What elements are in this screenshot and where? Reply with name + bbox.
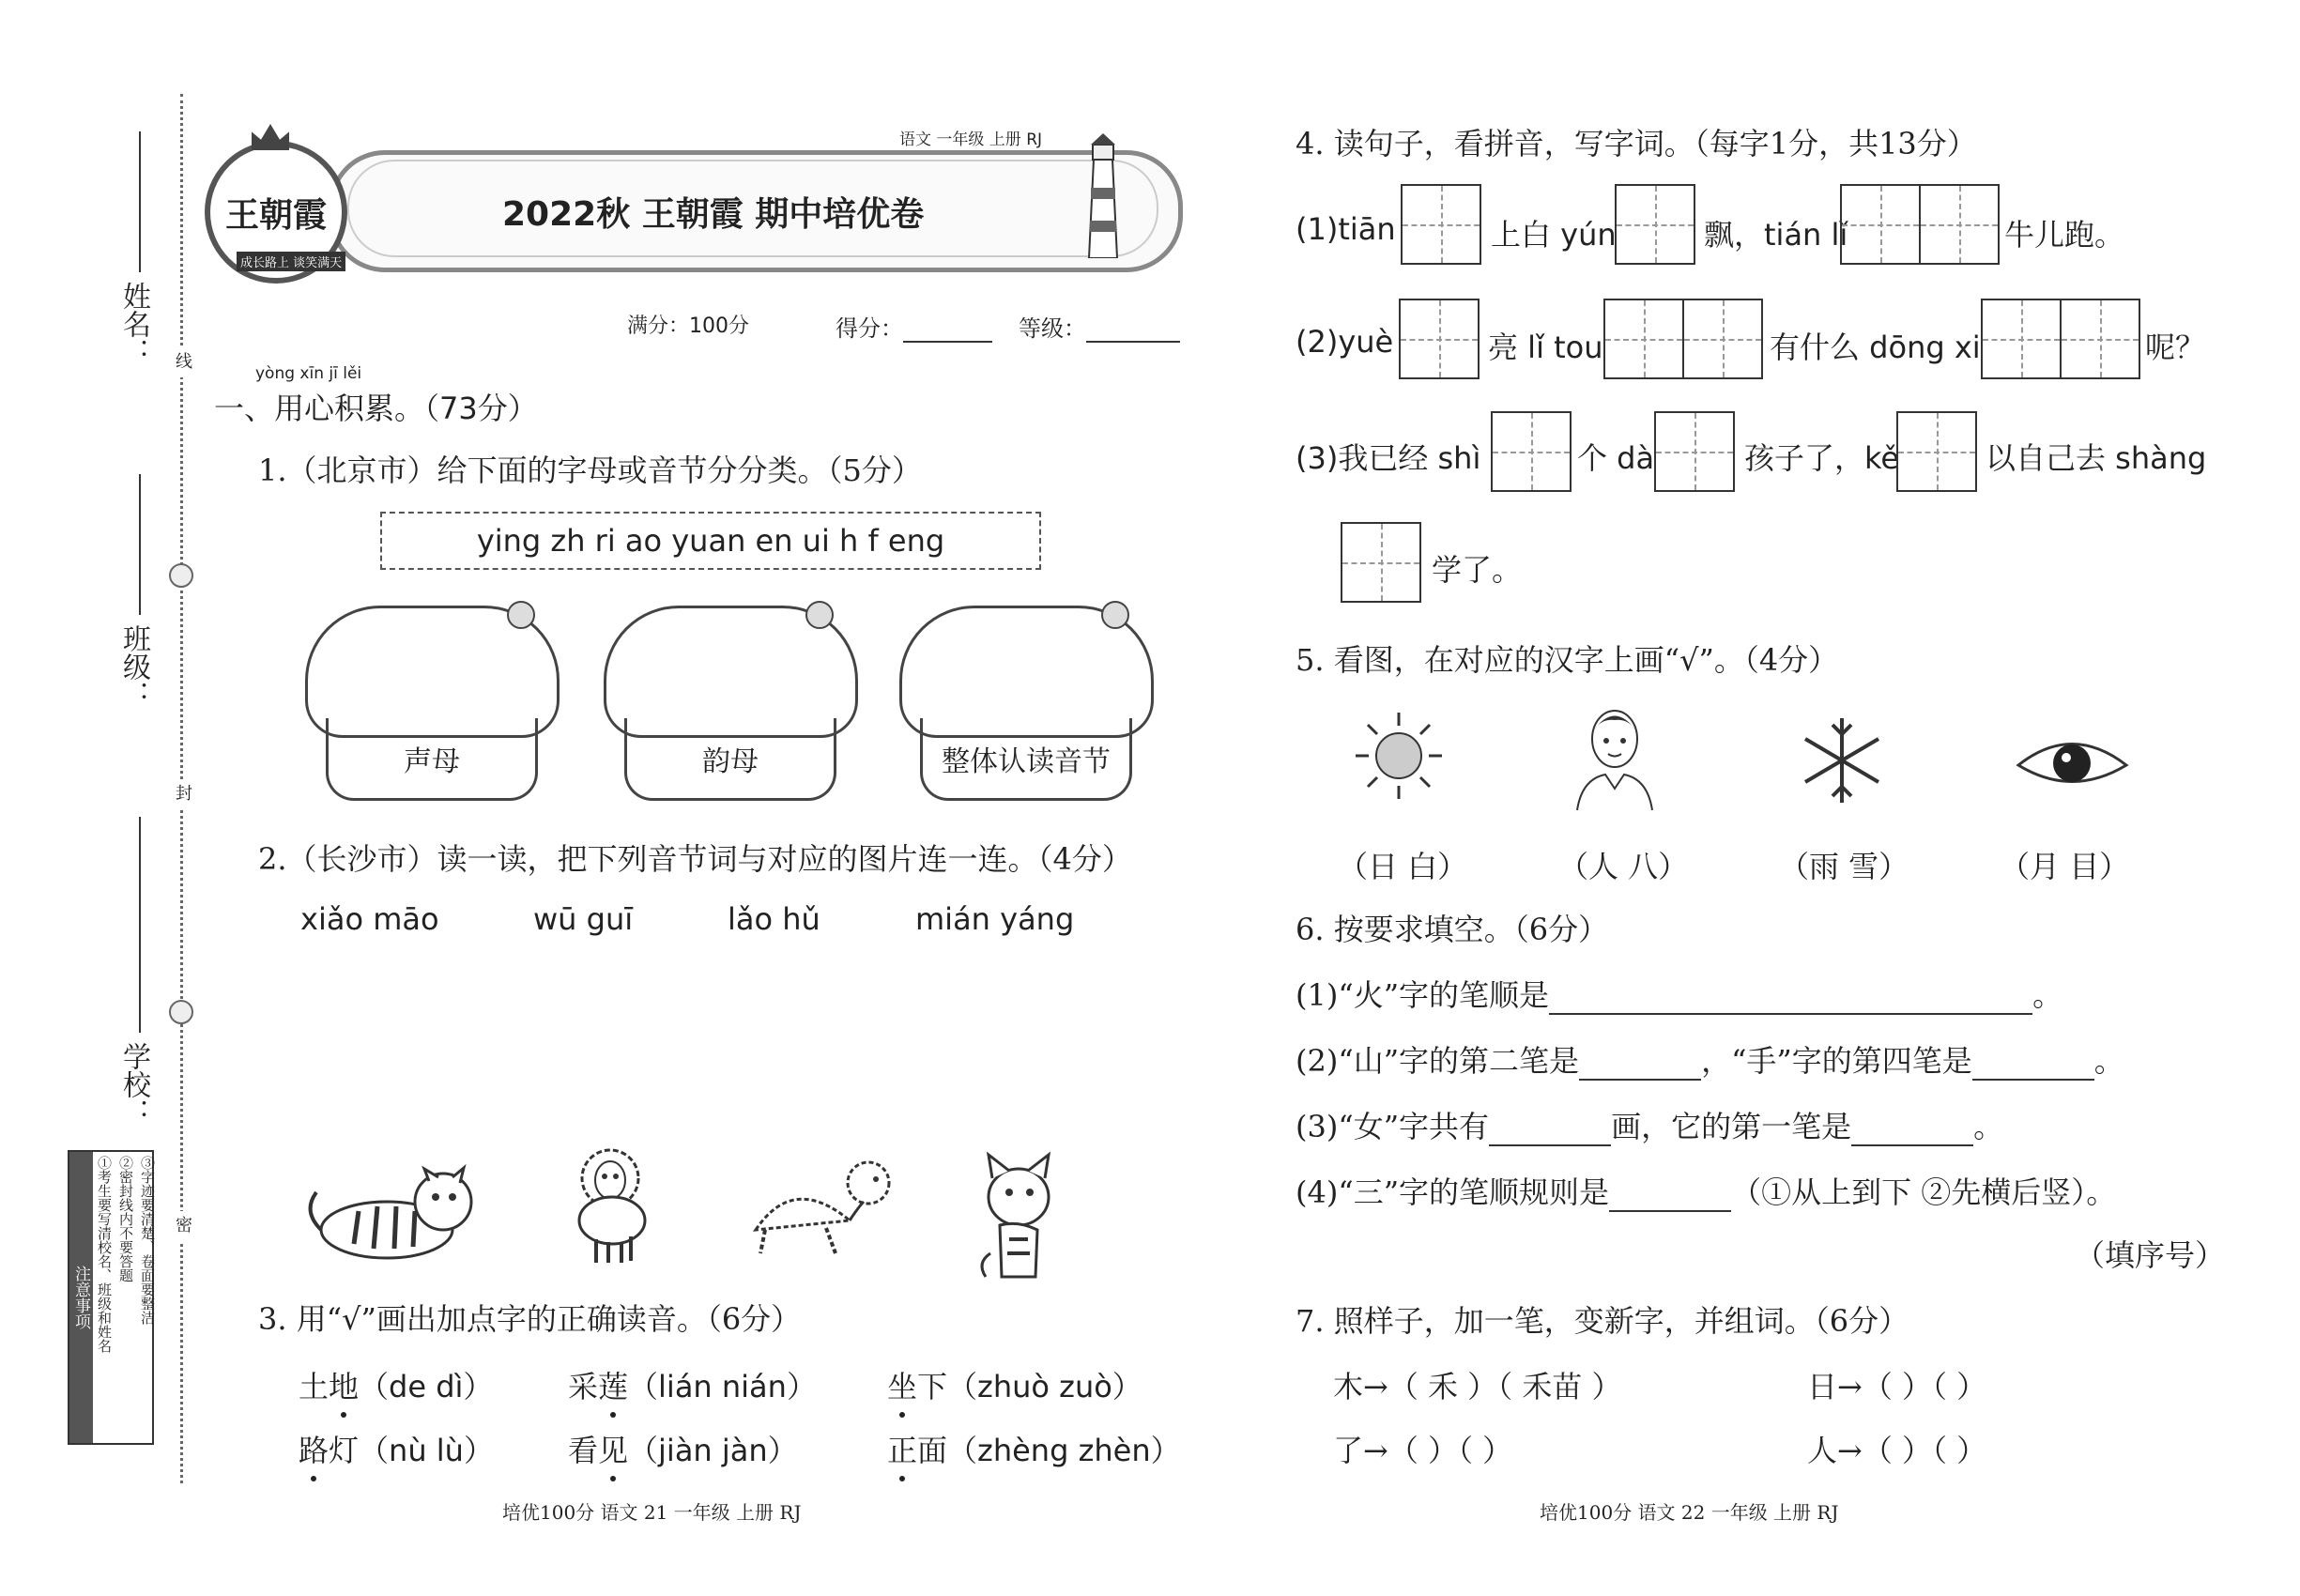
notice-box xyxy=(68,1150,154,1445)
q1-letters: ying zh ri ao yuan en ui h f eng xyxy=(476,523,945,559)
dotted-char: 坐 xyxy=(887,1363,917,1406)
q6-line[interactable]: (2)“山”字的第二笔是 ，“手”字的第四笔是 。 xyxy=(1296,1043,2124,1079)
q6-line[interactable]: (4)“三”字的笔顺规则是 （①从上到下 ②先横后竖）。 xyxy=(1296,1174,2117,1210)
q7-item[interactable]: 人→（ ）（ ） xyxy=(1807,1433,1987,1468)
q4-text: (3)我已经 shì xyxy=(1296,440,1481,476)
cloud-label: 韵母 xyxy=(702,744,759,778)
q2-word[interactable]: wū guī xyxy=(533,901,634,937)
q2-word[interactable]: lǎo hǔ xyxy=(728,901,820,937)
writing-grid[interactable] xyxy=(1491,411,1572,492)
q4-text: 呢？ xyxy=(2145,330,2206,365)
q5-option[interactable]: （人 八） xyxy=(1558,849,1689,884)
q3-item[interactable]: 看见（jiàn jàn） xyxy=(568,1427,798,1470)
q6-line[interactable]: (1)“火”字的笔顺是 。 xyxy=(1296,977,2063,1013)
seal-mark-mi: 密 xyxy=(170,1211,194,1241)
q7-item[interactable]: 了→（ ）（ ） xyxy=(1333,1433,1513,1468)
notice-title: 注意事项 xyxy=(71,1266,90,1329)
snowflake-picture xyxy=(1795,714,1889,807)
q3-item[interactable]: 坐下（zhuò zuò） xyxy=(887,1363,1142,1406)
logo-crown-icon xyxy=(252,124,289,150)
q7-item[interactable]: 日→（ ）（ ） xyxy=(1807,1369,1987,1404)
cloud-basket-whole-syllables[interactable] xyxy=(899,606,1148,803)
cloud-label: 整体认读音节 xyxy=(942,744,1111,778)
section-pinyin: yòng xīn jī lěi xyxy=(255,364,362,383)
dotted-char: 见 xyxy=(598,1427,628,1470)
q4-text: 学了。 xyxy=(1432,552,1523,588)
q3-item[interactable]: 土地（de dì） xyxy=(299,1363,493,1406)
full-score: 满分：100分 xyxy=(627,315,749,338)
level-field[interactable] xyxy=(1019,310,1180,343)
q3-title: 3. 用“√”画出加点字的正确读音。（6分） xyxy=(258,1301,802,1337)
q5-option[interactable]: （月 目） xyxy=(2000,849,2130,884)
eye-picture xyxy=(2014,732,2131,793)
page-footer-right: 培优100分 语文 22 一年级 上册 RJ xyxy=(1540,1501,1839,1524)
writing-grid[interactable] xyxy=(1981,299,2140,379)
writing-grid[interactable] xyxy=(1840,184,2000,265)
q4-text: 有什么 dōng xi xyxy=(1770,330,1981,365)
q2-word[interactable]: xiǎo māo xyxy=(300,901,439,937)
header-meta: 语文 一年级 上册 RJ xyxy=(899,130,1043,149)
level-label: 等级： xyxy=(1019,315,1086,342)
q5-option[interactable]: （日 白） xyxy=(1338,849,1468,884)
name-field[interactable] xyxy=(113,282,154,366)
name-line xyxy=(139,131,141,272)
cloud-label: 声母 xyxy=(404,744,460,778)
q4-text: 亮 lǐ tou xyxy=(1488,330,1603,365)
binding-hole-icon xyxy=(169,1000,193,1024)
q5-option[interactable]: （雨 雪） xyxy=(1779,849,1909,884)
school-line xyxy=(139,817,141,1033)
q3-item[interactable]: 正面（zhèng zhèn） xyxy=(887,1427,1181,1470)
writing-grid[interactable] xyxy=(1341,522,1421,603)
person-picture xyxy=(1572,699,1657,812)
school-field[interactable] xyxy=(113,1042,154,1127)
q4-text: 个 dà xyxy=(1577,440,1655,476)
q6-line[interactable]: (3)“女”字共有 画，它的第一笔是 。 xyxy=(1296,1109,2004,1144)
q1-letters-box xyxy=(380,512,1041,570)
q2-title: 2.（长沙市）读一读，把下列音节词与对应的图片连一连。（4分） xyxy=(258,841,1132,877)
class-field[interactable] xyxy=(113,624,154,709)
q3-item[interactable]: 采莲（lián nián） xyxy=(568,1363,817,1406)
writing-grid[interactable] xyxy=(1654,411,1735,492)
writing-grid[interactable] xyxy=(1896,411,1977,492)
notice-item: ②密封线内不要答题 xyxy=(117,1156,134,1282)
page-footer-left: 培优100分 语文 21 一年级 上册 RJ xyxy=(502,1501,802,1524)
q4-text: (2)yuè xyxy=(1296,324,1394,360)
seal-mark-feng: 封 xyxy=(170,779,194,809)
writing-grid[interactable] xyxy=(1401,184,1481,265)
name-label: 姓名： xyxy=(117,282,150,366)
lighthouse-icon xyxy=(1080,131,1127,258)
q7-item[interactable]: 木→（ 禾 ）（ 禾苗 ） xyxy=(1333,1369,1622,1404)
q4-text: 孩子了，kě xyxy=(1744,440,1900,476)
q5-title: 5. 看图，在对应的汉字上画“√”。（4分） xyxy=(1296,642,1839,678)
q4-text: 上白 yún xyxy=(1491,217,1617,253)
logo-text: 王朝霞 xyxy=(224,194,327,235)
q2-word[interactable]: mián yáng xyxy=(915,901,1075,937)
apple-icon xyxy=(507,601,535,629)
cat-picture[interactable] xyxy=(972,1150,1061,1281)
writing-grid[interactable] xyxy=(1399,299,1480,379)
sun-picture xyxy=(1352,709,1446,803)
cloud-basket-vowels[interactable] xyxy=(604,606,852,803)
q4-text: (1)tiān xyxy=(1296,211,1396,247)
q4-text: 以自己去 shàng xyxy=(1986,440,2207,476)
writing-grid[interactable] xyxy=(1603,299,1763,379)
q3-item[interactable]: 路灯（nù lù） xyxy=(299,1427,494,1470)
q4-text: 飘，tián lǐ xyxy=(1704,217,1848,253)
q1-title: 1.（北京市）给下面的字母或音节分分类。（5分） xyxy=(258,453,922,488)
q6-note: （填序号） xyxy=(2075,1237,2226,1273)
dotted-char: 正 xyxy=(887,1427,917,1470)
q6-title: 6. 按要求填空。（6分） xyxy=(1296,912,1609,947)
binding-hole-icon xyxy=(169,563,193,588)
class-label: 班级： xyxy=(117,624,150,709)
notice-item: ③字迹要清楚、卷面要整洁 xyxy=(139,1156,156,1325)
notice-item: ①考生要写清校名、班级和姓名 xyxy=(96,1156,113,1353)
score-field[interactable] xyxy=(836,310,992,343)
logo-motto: 成长路上 谈笑满天 xyxy=(237,252,345,271)
dotted-char: 地 xyxy=(329,1363,359,1406)
dotted-char: 路 xyxy=(299,1427,329,1470)
q4-title: 4. 读句子，看拼音，写字词。（每字1分，共13分） xyxy=(1296,126,1977,161)
school-label: 学校： xyxy=(117,1042,150,1127)
apple-icon xyxy=(805,601,834,629)
class-line xyxy=(139,474,141,615)
section-title: 一、用心积累。（73分） xyxy=(214,391,538,426)
writing-grid[interactable] xyxy=(1615,184,1695,265)
cloud-basket-consonants[interactable] xyxy=(305,606,554,803)
turtle-picture[interactable] xyxy=(737,1155,897,1263)
exam-title: 2022秋 王朝霞 期中培优卷 xyxy=(502,195,925,234)
score-label: 得分： xyxy=(836,315,903,342)
seal-mark-xian: 线 xyxy=(170,347,194,377)
tiger-picture[interactable] xyxy=(302,1155,485,1267)
dotted-char: 莲 xyxy=(598,1363,628,1406)
q4-text: 牛儿跑。 xyxy=(2004,217,2125,253)
apple-icon xyxy=(1101,601,1129,629)
sheep-picture[interactable] xyxy=(563,1141,657,1267)
q7-title: 7. 照样子，加一笔，变新字，并组词。（6分） xyxy=(1296,1303,1909,1339)
